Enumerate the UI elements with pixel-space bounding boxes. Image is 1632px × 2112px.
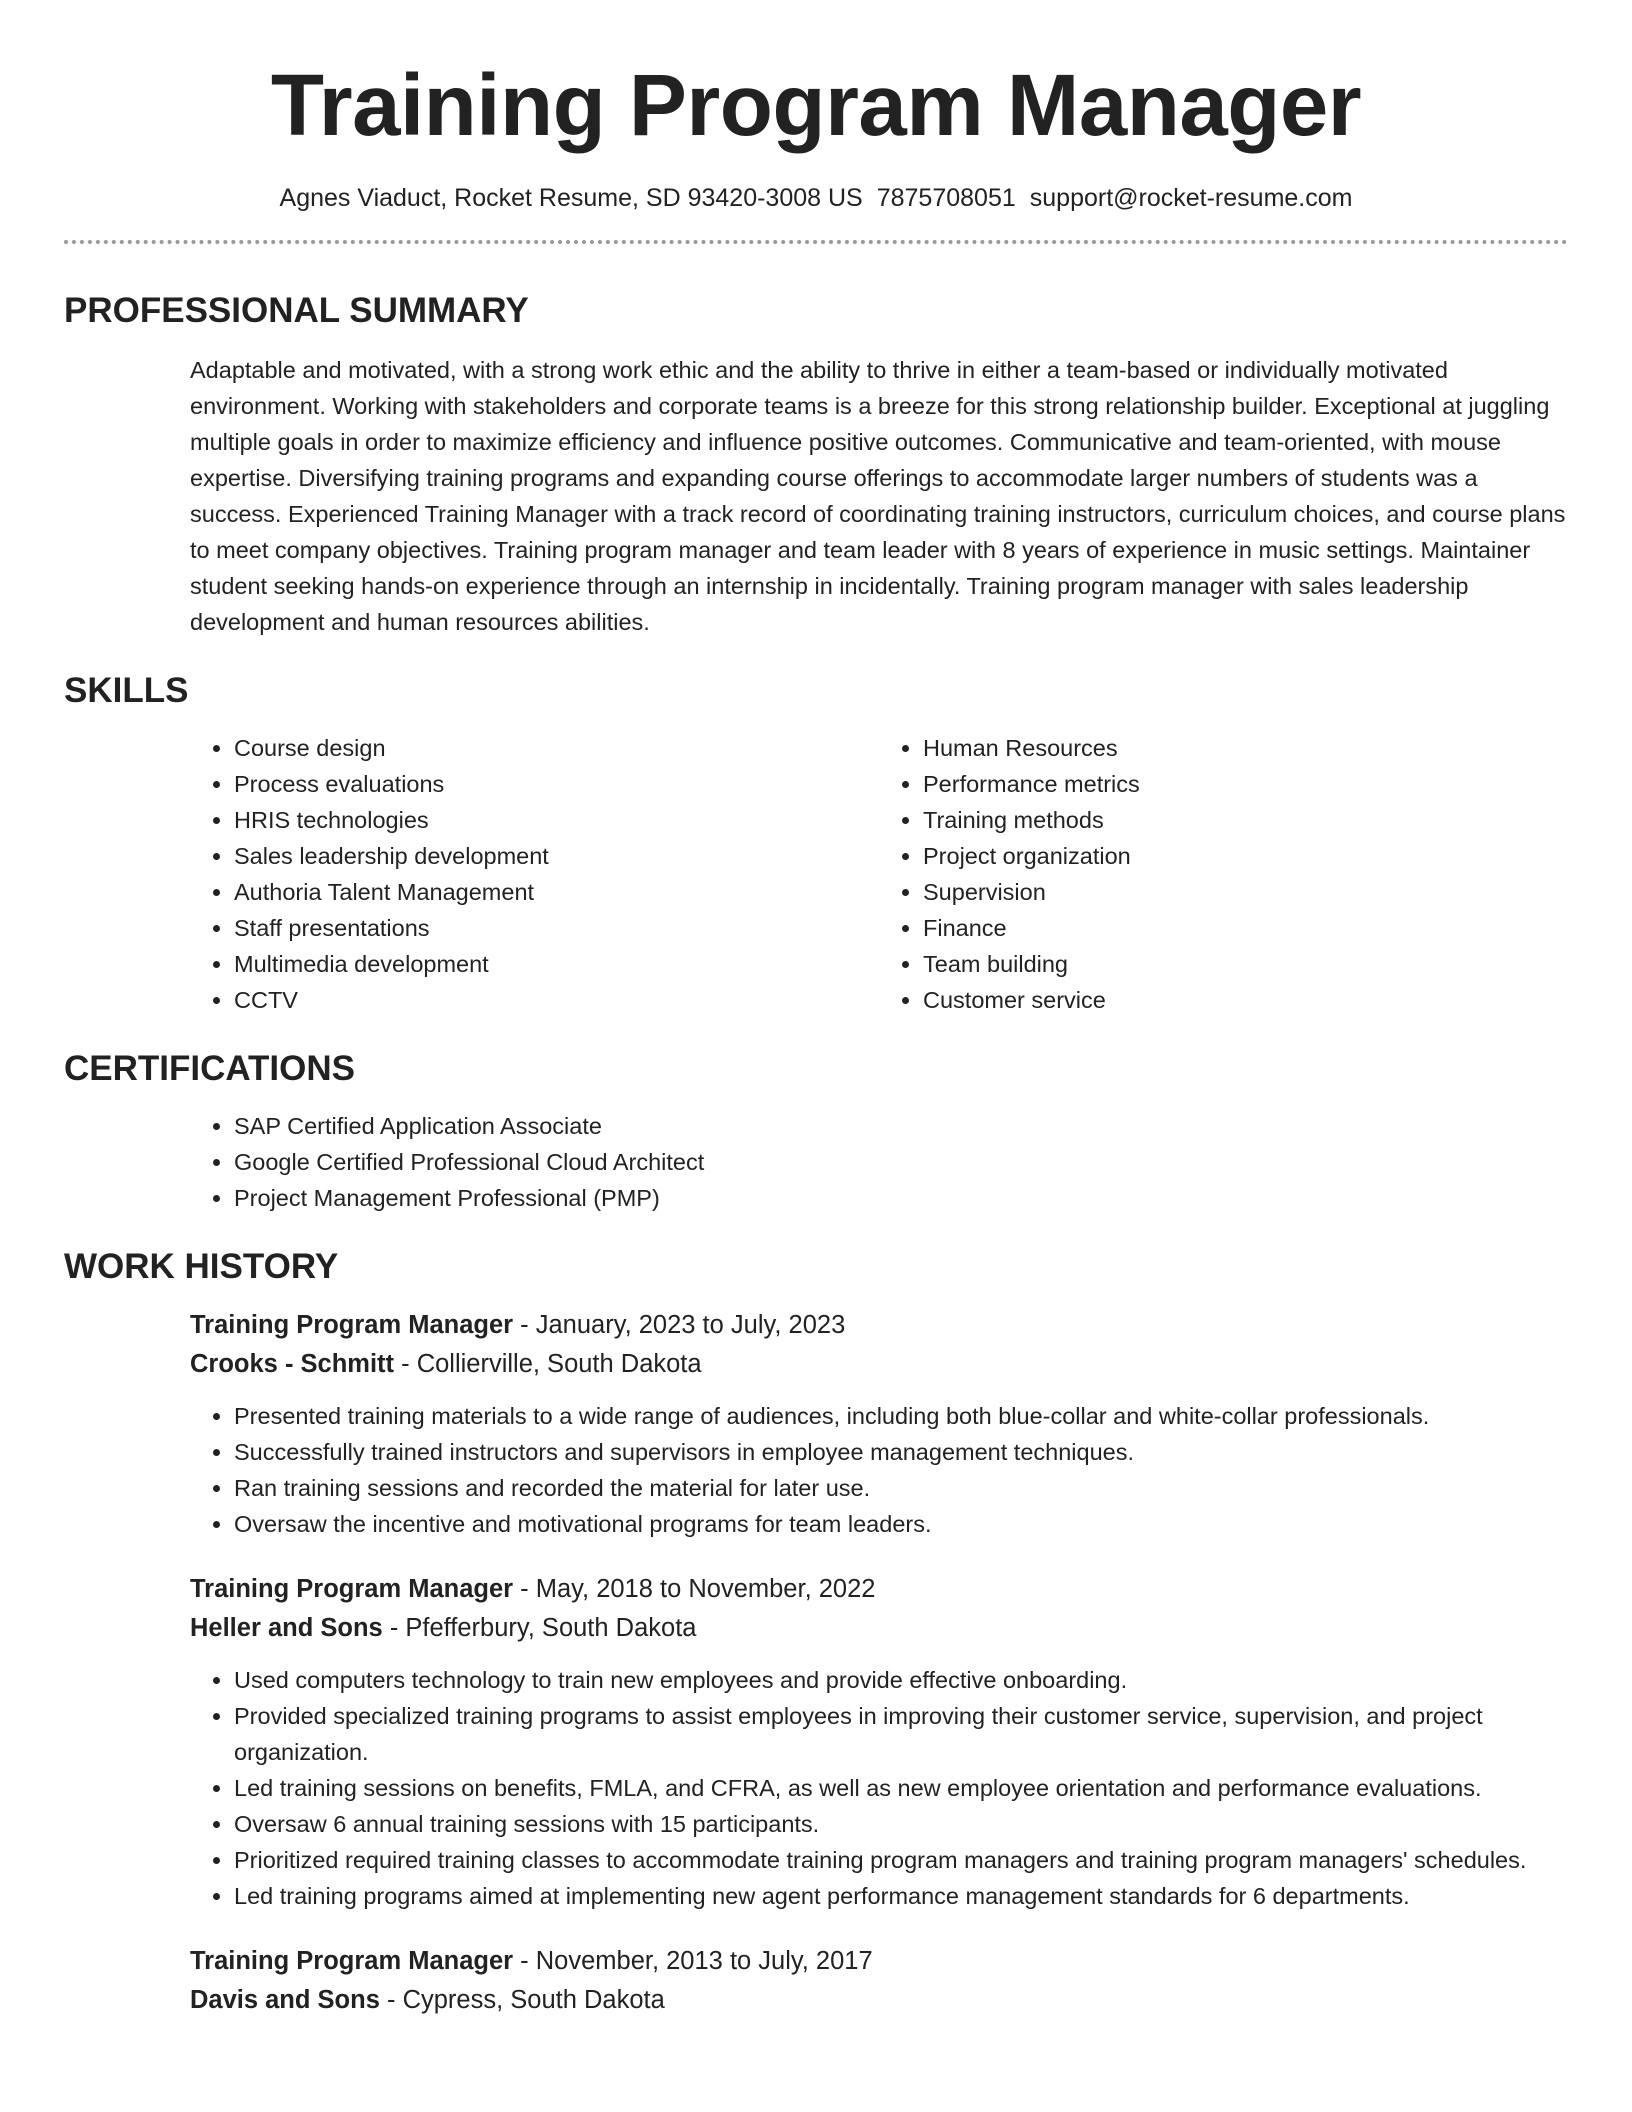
job-bullet: • Successfully trained instructors and supervisors in employee management techniques. bbox=[234, 1434, 1568, 1470]
skill-item: • Human Resources bbox=[923, 730, 1568, 766]
summary-text: Adaptable and motivated, with a strong work ethic and the ability to thrive in either a team-based or individually motivated environment. Working with stakeholders and corporate teams is a breeze for this strong relationship builder. Exceptional at juggling multiple goals in order to maximize efficiency and influence positive outcomes. Communicative and team-oriented, with mouse expertise. Diversifying training programs and expanding course offerings to accommodate larger numbers of students was a success. Experienced Training Manager with a track record of coordinating training instructors, curriculum choices, and course plans to meet company objectives. Training program manager and team leader with 8 years of experience in music settings. Maintainer student seeking hands-on experience through an internship in incidentally. Training program manager with sales leadership development and human resources abilities. bbox=[190, 357, 1566, 635]
summary-heading: PROFESSIONAL SUMMARY bbox=[64, 291, 529, 330]
job-entry bbox=[190, 1570, 1568, 1914]
job-company: Heller and Sons bbox=[190, 1614, 383, 1642]
skills-list-right bbox=[879, 730, 1568, 1018]
skill-item: • Process evaluations bbox=[234, 766, 879, 802]
skill-item: • Finance bbox=[923, 910, 1568, 946]
job-dates: - January, 2023 to July, 2023 bbox=[513, 1311, 846, 1339]
job-bullet: • Prioritized required training classes to accommodate training program managers and training program managers' schedules. bbox=[234, 1842, 1568, 1878]
certification-item: • Project Management Professional (PMP) bbox=[234, 1180, 1568, 1216]
job-location: - Pfefferbury, South Dakota bbox=[382, 1614, 697, 1642]
skill-item: • Customer service bbox=[923, 982, 1568, 1018]
skill-item: • Authoria Talent Management bbox=[234, 874, 879, 910]
job-bullet: • Used computers technology to train new employees and provide effective onboarding. bbox=[234, 1662, 1568, 1698]
skills-list-left bbox=[190, 730, 879, 1018]
job-title: Training Program Manager bbox=[190, 1575, 514, 1603]
job-entry bbox=[190, 1306, 1568, 1542]
certifications-section bbox=[64, 1048, 1568, 1216]
certifications-heading: CERTIFICATIONS bbox=[64, 1049, 356, 1088]
job-title-line bbox=[190, 1942, 1568, 1981]
job-bullet: • Led training programs aimed at implementing new agent performance management standards for 6 departments. bbox=[234, 1878, 1568, 1914]
job-bullet: • Oversaw 6 annual training sessions with 15 participants. bbox=[234, 1806, 1568, 1842]
skill-item: • Staff presentations bbox=[234, 910, 879, 946]
skill-item: • Training methods bbox=[923, 802, 1568, 838]
certification-item: • SAP Certified Application Associate bbox=[234, 1108, 1568, 1144]
job-bullets bbox=[190, 1398, 1568, 1542]
work-history-section bbox=[64, 1246, 1568, 2020]
job-bullet: • Oversaw the incentive and motivational programs for team leaders. bbox=[234, 1506, 1568, 1542]
skills-heading: SKILLS bbox=[64, 671, 189, 710]
job-dates: - November, 2013 to July, 2017 bbox=[513, 1947, 873, 1975]
contact-email: support@rocket-resume.com bbox=[1029, 184, 1353, 212]
skill-item: • Supervision bbox=[923, 874, 1568, 910]
skill-item: • Performance metrics bbox=[923, 766, 1568, 802]
job-bullet: • Led training sessions on benefits, FMLA, and CFRA, as well as new employee orientation and performance evaluations. bbox=[234, 1770, 1568, 1806]
skill-item: • Multimedia development bbox=[234, 946, 879, 982]
certification-item: • Google Certified Professional Cloud Architect bbox=[234, 1144, 1568, 1180]
job-bullet: • Presented training materials to a wide range of audiences, including both blue-collar and white-collar professionals. bbox=[234, 1398, 1568, 1434]
job-company: Davis and Sons bbox=[190, 1986, 380, 2014]
skill-item: • Sales leadership development bbox=[234, 838, 879, 874]
certifications-list bbox=[190, 1108, 1568, 1216]
contact-phone: 7875708051 bbox=[876, 184, 1016, 212]
skill-item: • Team building bbox=[923, 946, 1568, 982]
skill-item: • Project organization bbox=[923, 838, 1568, 874]
job-bullets bbox=[190, 1662, 1568, 1914]
summary-section bbox=[64, 290, 1568, 640]
job-company-line bbox=[190, 1345, 1568, 1384]
job-location: - Cypress, South Dakota bbox=[379, 1986, 665, 2014]
contact-address: Agnes Viaduct, Rocket Resume, SD 93420-3008 US bbox=[279, 184, 863, 212]
job-company-line bbox=[190, 1981, 1568, 2020]
work-history-heading: WORK HISTORY bbox=[64, 1247, 339, 1286]
job-title: Training Program Manager bbox=[190, 1947, 514, 1975]
job-company-line bbox=[190, 1609, 1568, 1648]
job-bullet: • Ran training sessions and recorded the material for later use. bbox=[234, 1470, 1568, 1506]
skill-item: • CCTV bbox=[234, 982, 879, 1018]
resume-title: Training Program Manager bbox=[270, 57, 1362, 154]
skills-section bbox=[64, 670, 1568, 1018]
job-company: Crooks - Schmitt bbox=[190, 1350, 395, 1378]
skills-columns bbox=[190, 730, 1568, 1018]
skill-item: • HRIS technologies bbox=[234, 802, 879, 838]
contact-line bbox=[64, 182, 1568, 214]
job-location: - Collierville, South Dakota bbox=[394, 1350, 702, 1378]
job-title-line bbox=[190, 1306, 1568, 1345]
job-bullet: • Provided specialized training programs to assist employees in improving their customer service, supervision, and project organization. bbox=[234, 1698, 1568, 1770]
job-title-line bbox=[190, 1570, 1568, 1609]
job-entry bbox=[190, 1942, 1568, 2020]
job-dates: - May, 2018 to November, 2022 bbox=[513, 1575, 876, 1603]
skill-item: • Course design bbox=[234, 730, 879, 766]
job-title: Training Program Manager bbox=[190, 1311, 514, 1339]
header-divider bbox=[64, 240, 1568, 244]
